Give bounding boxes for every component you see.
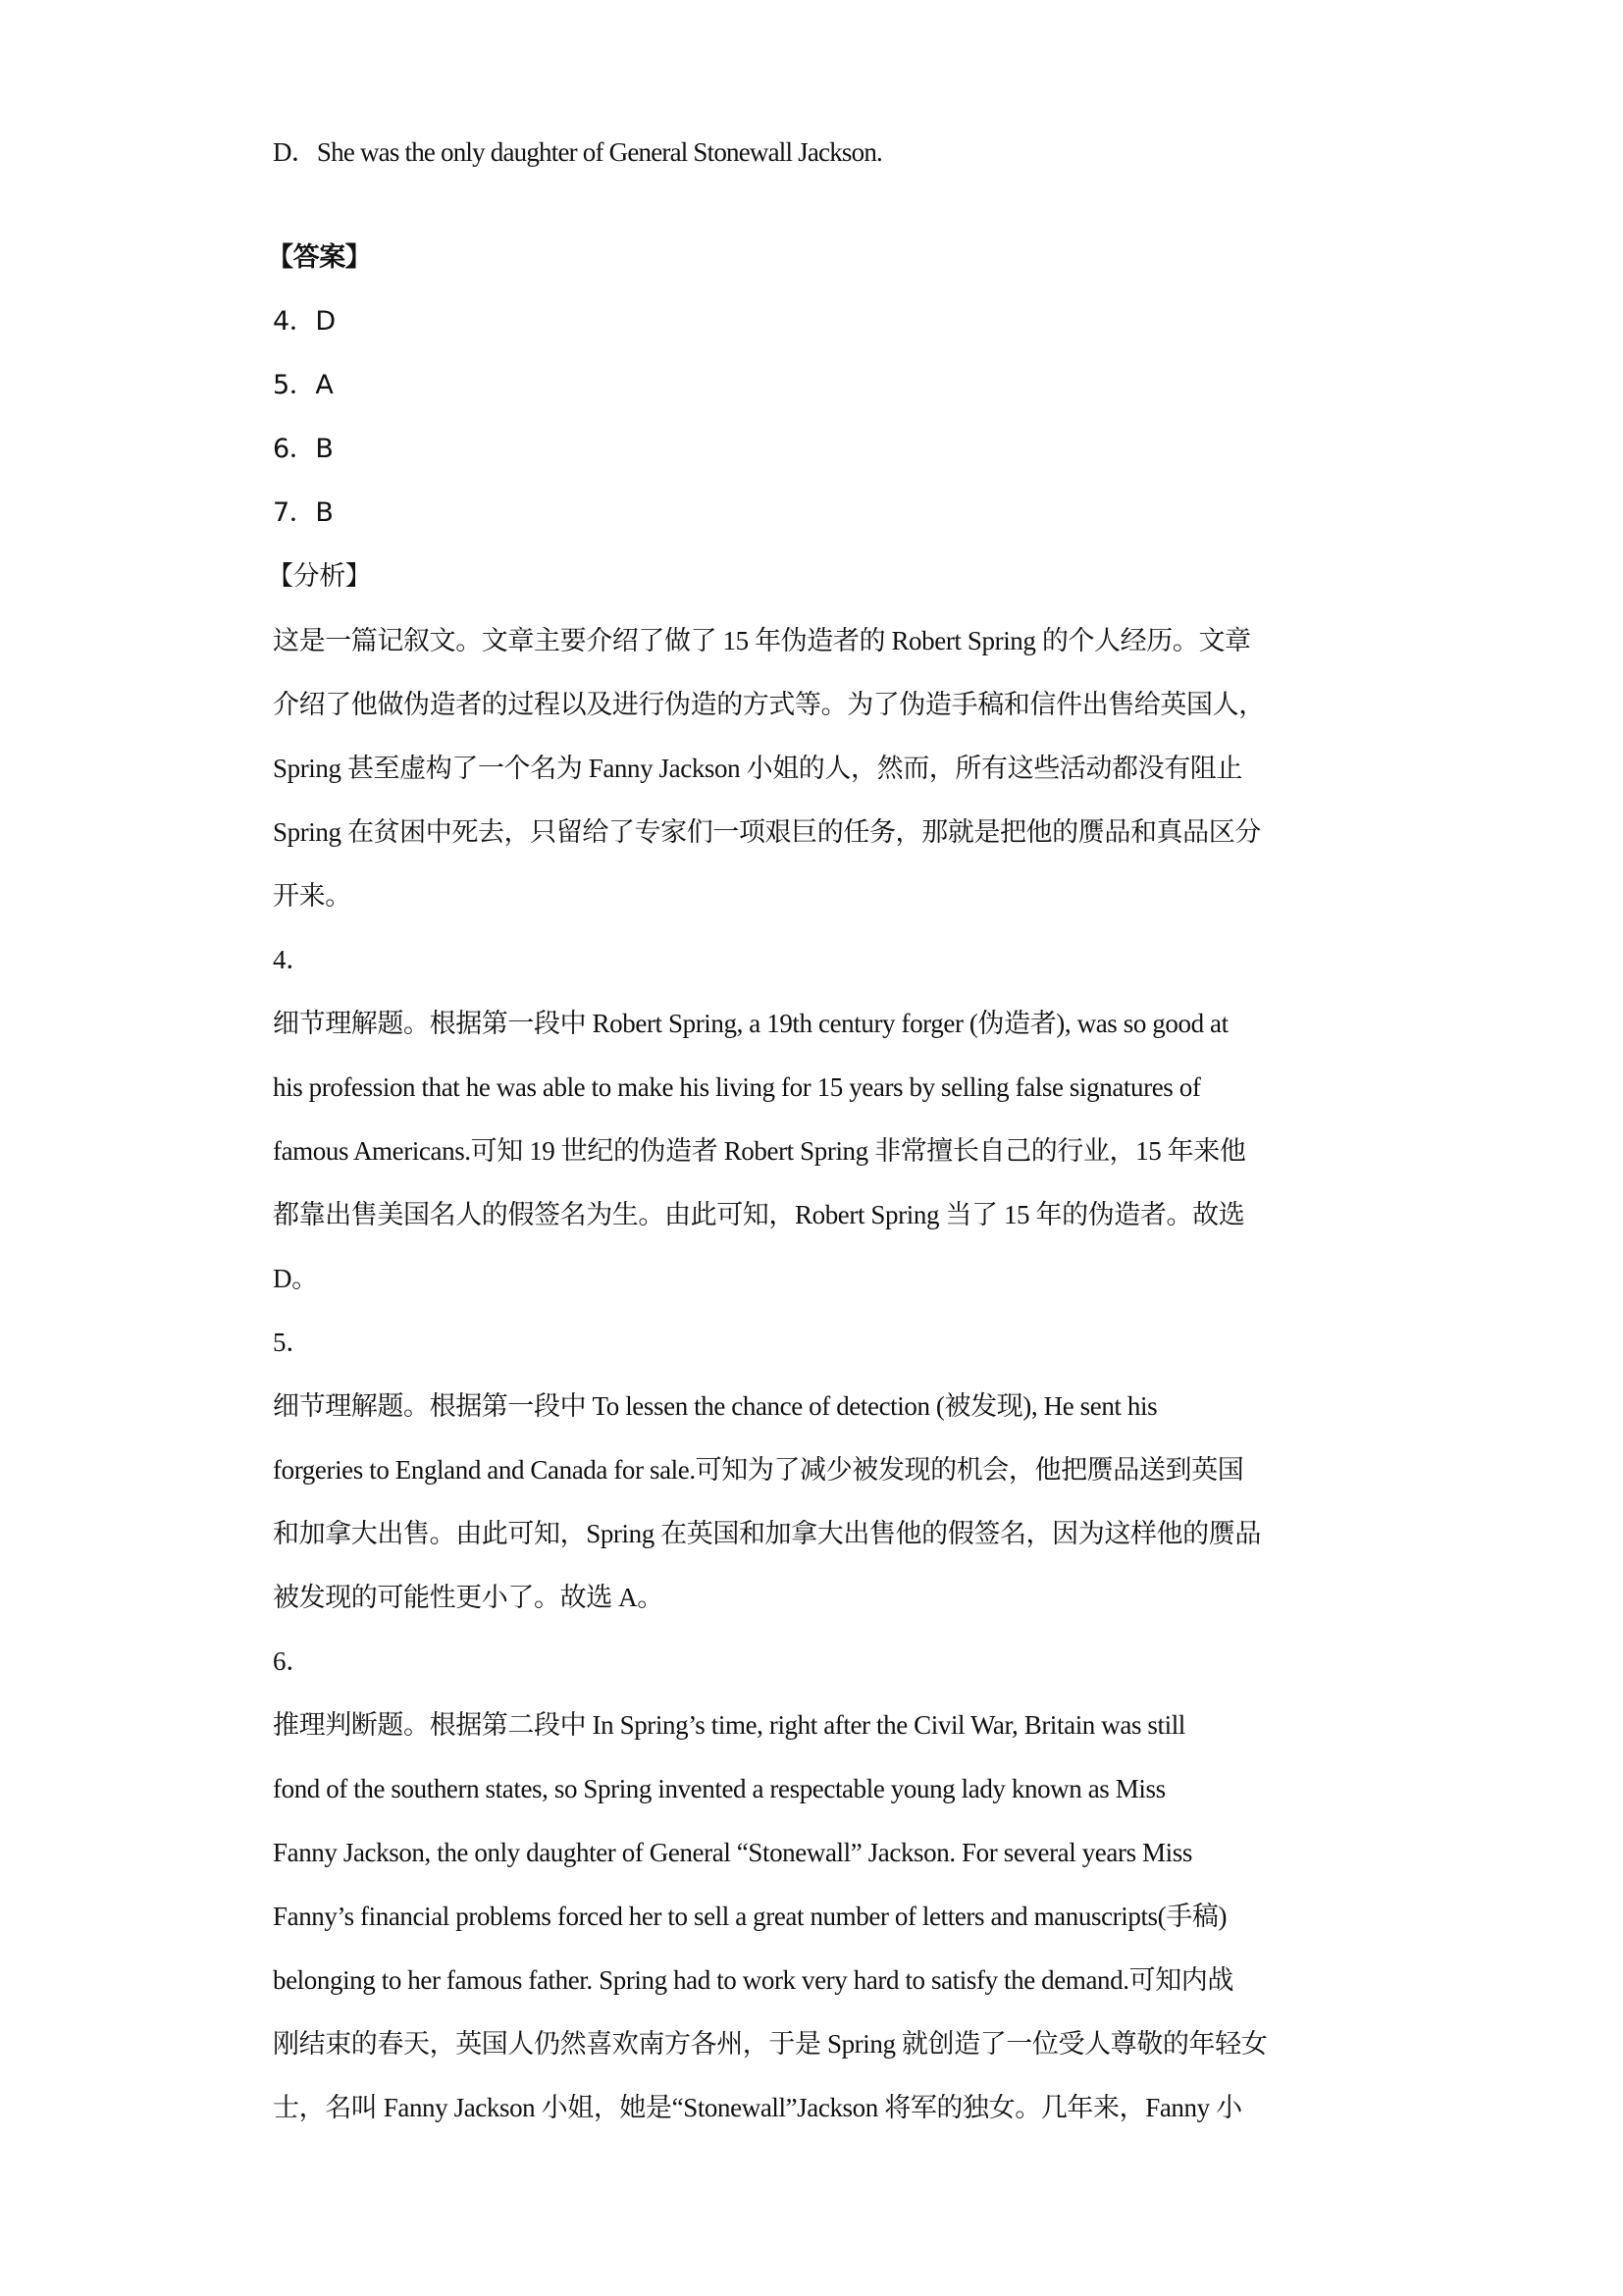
q6-explanation-line: 刚结束的春天，英国人仍然喜欢南方各州，于是 Spring 就创造了一位受人尊敬的年轻女 (273, 2029, 1268, 2059)
q6-explanation-line: fond of the southern states, so Spring invented a respectable young lady known as Miss (273, 1774, 1166, 1803)
q4-explanation-line: D。 (273, 1264, 318, 1293)
q5-explanation-line: 细节理解题。根据第一段中 To lessen the chance of detection (被发现), He sent his (273, 1391, 1158, 1421)
answer-item: 7．B (273, 497, 334, 528)
summary-line: 开来。 (273, 881, 351, 911)
q4-explanation-line: famous Americans.可知 19 世纪的伪造者 Robert Spring 非常擅长自己的行业，15 年来他 (273, 1136, 1246, 1166)
question-number-5: 5． (273, 1328, 312, 1357)
q6-explanation-line: 推理判断题。根据第二段中 In Spring’s time, right after the Civil War, Britain was still (273, 1710, 1185, 1740)
q6-explanation-line: belonging to her famous father. Spring had to work very hard to satisfy the demand.可知内战 (273, 1965, 1233, 1995)
analysis-heading: 【分析】 (267, 561, 372, 592)
option-d: D．She was the only daughter of General Stonewall Jackson. (273, 137, 882, 167)
q5-explanation-line: 被发现的可能性更小了。故选 A。 (273, 1583, 663, 1612)
question-number-4: 4． (273, 945, 312, 974)
q6-explanation-line: 士，名叫 Fanny Jackson 小姐，她是“Stonewall”Jackson 将军的独女。几年来，Fanny 小 (273, 2093, 1242, 2122)
q4-explanation-line: his profession that he was able to make his living for 15 years by selling false signatures of (273, 1072, 1201, 1102)
q6-explanation-line: Fanny’s financial problems forced her to sell a great number of letters and manuscripts(手稿) (273, 1902, 1228, 1931)
q4-explanation-line: 都靠出售美国名人的假签名为生。由此可知，Robert Spring 当了 15 年的伪造者。故选 (273, 1200, 1245, 1229)
answer-item: 5．A (273, 370, 334, 400)
answer-item: 4．D (273, 306, 336, 337)
answer-heading: 【答案】 (267, 242, 372, 273)
summary-line: Spring 在贫困中死去，只留给了专家们一项艰巨的任务，那就是把他的赝品和真品区分 (273, 817, 1261, 847)
summary-line: 介绍了他做伪造者的过程以及进行伪造的方式等。为了伪造手稿和信件出售给英国人， (273, 690, 1265, 719)
q5-explanation-line: forgeries to England and Canada for sale.可知为了减少被发现的机会，他把赝品送到英国 (273, 1455, 1244, 1485)
summary-line: Spring 甚至虚构了一个名为 Fanny Jackson 小姐的人，然而，所有这些活动都没有阻止 (273, 754, 1242, 783)
answer-item: 6．B (273, 434, 334, 464)
q5-explanation-line: 和加拿大出售。由此可知，Spring 在英国和加拿大出售他的假签名，因为这样他的赝品 (273, 1519, 1261, 1548)
q4-explanation-line: 细节理解题。根据第一段中 Robert Spring, a 19th century forger (伪造者), was so good at (273, 1009, 1229, 1038)
q6-explanation-line: Fanny Jackson, the only daughter of General “Stonewall” Jackson. For several years Miss (273, 1838, 1192, 1867)
summary-line: 这是一篇记叙文。文章主要介绍了做了 15 年伪造者的 Robert Spring 的个人经历。文章 (273, 626, 1251, 655)
question-number-6: 6． (273, 1646, 312, 1676)
